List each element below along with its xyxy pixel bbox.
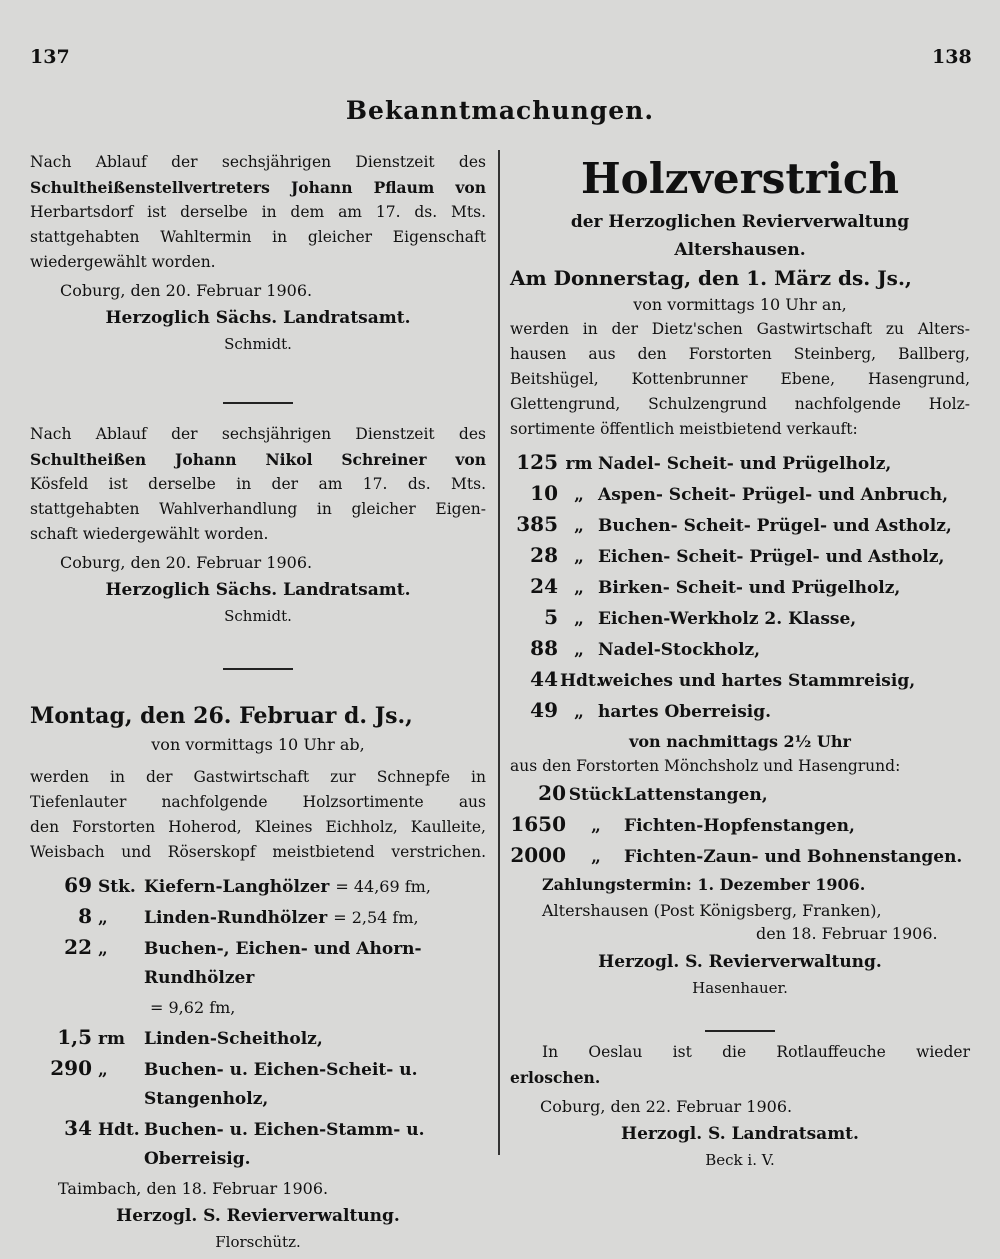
notice-line: werden in der Gastwirtschaft zur Schnepfe in bbox=[30, 768, 486, 786]
notice-line: stattgehabten Wahlverhandlung in gleicher Eigen- bbox=[30, 500, 486, 518]
notice-line: Herbartsdorf ist derselbe in dem am 17. ds. Mts. bbox=[30, 203, 486, 221]
auction-date: Montag, den 26. Februar d. Js., bbox=[30, 703, 413, 729]
notice-line: werden in der Dietz'schen Gastwirtschaft zu Alters- bbox=[510, 320, 970, 338]
dateline: Coburg, den 22. Februar 1906. bbox=[540, 1097, 793, 1116]
list-item: 1,5 rm Linden-Scheitholz, bbox=[57, 1025, 323, 1049]
separator-rule bbox=[705, 1030, 775, 1032]
dateline: Coburg, den 20. Februar 1906. bbox=[60, 553, 313, 572]
column-divider bbox=[498, 150, 500, 1155]
notice-line: hausen aus den Forstorten Steinberg, Ballberg, bbox=[510, 345, 970, 363]
notice-title: Holzverstrich bbox=[581, 154, 899, 203]
notice-line: wiedergewählt worden. bbox=[30, 253, 216, 271]
notice-line: Beitshügel, Kottenbrunner Ebene, Hasengrund, bbox=[510, 370, 970, 388]
afternoon-place: aus den Forstorten Mönchsholz und Hasengrund: bbox=[510, 757, 901, 775]
authority: Herzoglich Sächs. Landratsamt. bbox=[105, 580, 411, 600]
pole-list bbox=[510, 779, 970, 872]
dateline: Coburg, den 20. Februar 1906. bbox=[60, 281, 313, 300]
notice-line: den Forstorten Hoherod, Kleines Eichholz, Kaulleite, bbox=[30, 818, 486, 836]
list-item: 22 „ Buchen-, Eichen- und Ahorn-Rundhölzer bbox=[64, 935, 422, 988]
list-item: 385 „ Buchen- Scheit- Prügel- und Astholz, bbox=[516, 512, 952, 536]
notice-tiefenlauter bbox=[30, 700, 486, 1254]
signature: Beck i. V. bbox=[705, 1151, 775, 1169]
dateline: Taimbach, den 18. Februar 1906. bbox=[58, 1179, 329, 1198]
notice-line: In Oeslau ist die Rotlauffeuche wieder bbox=[542, 1043, 970, 1061]
notice-line: Nach Ablauf der sechsjährigen Dienstzeit des bbox=[30, 425, 486, 443]
page-number-right: 138 bbox=[932, 46, 972, 68]
list-item: 1650 „ Fichten-Hopfenstangen, bbox=[510, 812, 855, 836]
notice-line: sortimente öffentlich meistbietend verkauft: bbox=[510, 420, 858, 438]
notice-rotlauf bbox=[510, 1040, 970, 1172]
notice-line: erloschen. bbox=[510, 1068, 601, 1087]
page-heading: Bekanntmachungen. bbox=[345, 96, 655, 125]
list-item: 44 Hdt. weiches und hartes Stammreisig, bbox=[530, 667, 916, 691]
list-item: 28 „ Eichen- Scheit- Prügel- und Astholz, bbox=[530, 543, 945, 567]
payment-term: Zahlungstermin: 1. Dezember 1906. bbox=[542, 875, 866, 894]
wood-list bbox=[510, 448, 970, 727]
place-line: Altershausen (Post Königsberg, Franken), bbox=[542, 901, 882, 920]
list-item: 24 „ Birken- Scheit- und Prügelholz, bbox=[530, 574, 901, 598]
list-item: 20 Stück Lattenstangen, bbox=[538, 781, 768, 805]
list-item: 2000 „ Fichten-Zaun- und Bohnenstangen. bbox=[510, 843, 963, 867]
authority: Herzogl. S. Revierverwaltung. bbox=[598, 952, 882, 972]
notice-line: Weisbach und Röserskopf meistbietend verstrichen. bbox=[30, 843, 486, 861]
wood-list bbox=[30, 871, 486, 1174]
notice-line: Nach Ablauf der sechsjährigen Dienstzeit des bbox=[30, 153, 486, 171]
notice-holzverstrich bbox=[510, 150, 970, 1032]
authority: Herzoglich Sächs. Landratsamt. bbox=[105, 308, 411, 328]
list-item: 34 Hdt. Buchen- u. Eichen-Stamm- u. Oberreisig. bbox=[64, 1116, 425, 1169]
list-item: 49 „ hartes Oberreisig. bbox=[530, 698, 772, 722]
notice-line: stattgehabten Wahltermin in gleicher Eigenschaft bbox=[30, 228, 486, 246]
notice-pflaum bbox=[30, 150, 486, 404]
list-item: 69 Stk. Kiefern-Langhölzer = 44,69 fm, bbox=[64, 873, 431, 897]
dateline: den 18. Februar 1906. bbox=[756, 924, 938, 943]
notice-line: Kösfeld ist derselbe in der am 17. ds. Mts. bbox=[30, 475, 486, 493]
signature: Schmidt. bbox=[224, 607, 292, 625]
notice-line: schaft wiedergewählt worden. bbox=[30, 525, 269, 543]
list-item: 88 „ Nadel-Stockholz, bbox=[530, 636, 761, 660]
signature: Schmidt. bbox=[224, 335, 292, 353]
afternoon-time: von nachmittags 2½ Uhr bbox=[629, 732, 851, 751]
notice-line: Schultheißen Johann Nikol Schreiner von bbox=[30, 450, 486, 469]
notice-subtitle: der Herzoglichen Revierverwaltung Altershausen. bbox=[570, 212, 910, 260]
separator-rule bbox=[223, 668, 293, 670]
notice-line: Schultheißenstellvertreters Johann Pflaum von bbox=[30, 178, 486, 197]
notice-line: Tiefenlauter nachfolgende Holzsortimente aus bbox=[30, 793, 486, 811]
list-item: 5 „ Eichen-Werkholz 2. Klasse, bbox=[544, 605, 857, 629]
list-item: 10 „ Aspen- Scheit- Prügel- und Anbruch, bbox=[530, 481, 949, 505]
auction-time: von vormittags 10 Uhr ab, bbox=[151, 735, 365, 754]
list-item: = 9,62 fm, bbox=[150, 998, 236, 1017]
signature: Florschütz. bbox=[215, 1233, 301, 1251]
notice-line: Glettengrund, Schulzengrund nachfolgende Holz- bbox=[510, 395, 970, 413]
list-item: 8 „ Linden-Rundhölzer = 2,54 fm, bbox=[78, 904, 419, 928]
auction-time: von vormittags 10 Uhr an, bbox=[633, 295, 847, 314]
separator-rule bbox=[223, 402, 293, 404]
authority: Herzogl. S. Landratsamt. bbox=[621, 1124, 859, 1144]
signature: Hasenhauer. bbox=[692, 979, 788, 997]
notice-schreiner bbox=[30, 422, 486, 670]
list-item: 125 rm Nadel- Scheit- und Prügelholz, bbox=[516, 450, 892, 474]
page-number-left: 137 bbox=[30, 46, 70, 68]
authority: Herzogl. S. Revierverwaltung. bbox=[116, 1206, 400, 1226]
auction-date: Am Donnerstag, den 1. März ds. Js., bbox=[510, 266, 912, 290]
list-item: 290 „ Buchen- u. Eichen-Scheit- u. Stangenholz, bbox=[50, 1056, 418, 1109]
